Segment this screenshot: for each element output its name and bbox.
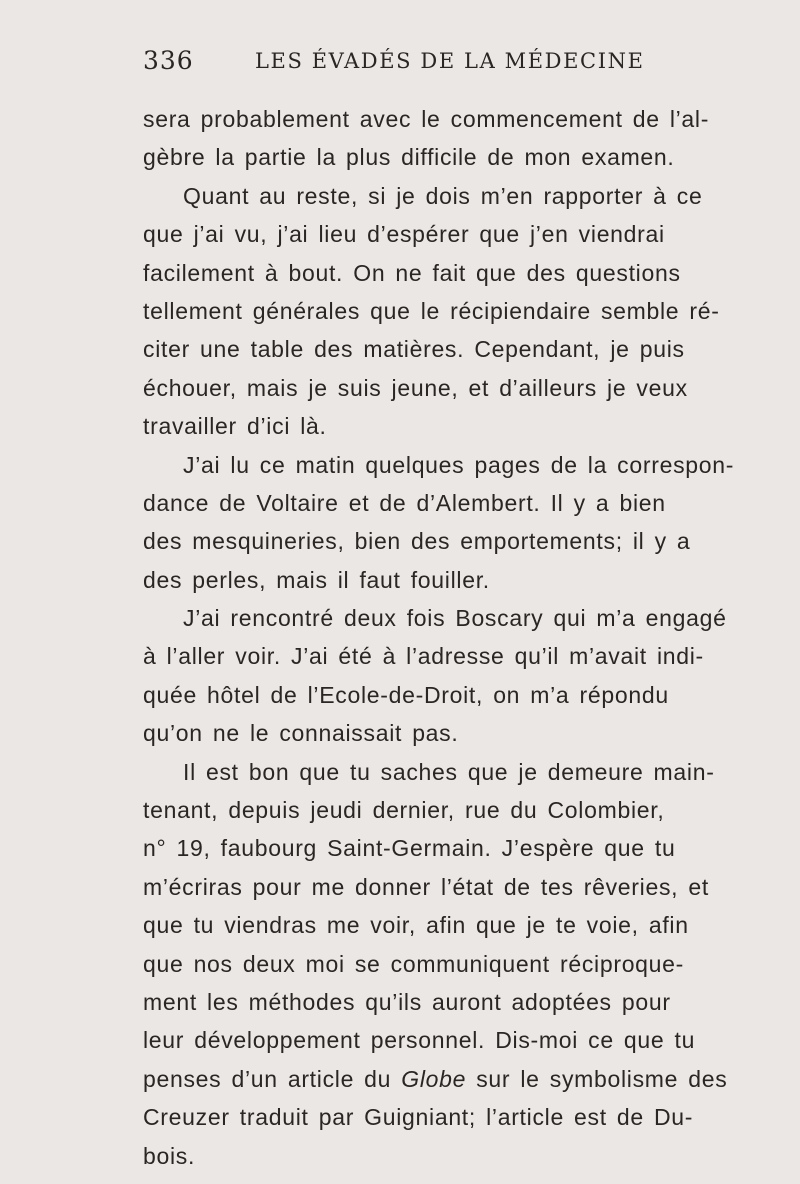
text-line: bois. bbox=[143, 1142, 196, 1169]
text-line: quée hôtel de l’Ecole-de-Droit, on m’a répondu bbox=[143, 681, 669, 708]
text-line: travailler d’ici là. bbox=[143, 413, 327, 440]
text-line: tenant, depuis jeudi dernier, rue du Colombier, bbox=[143, 797, 665, 824]
text-line: m’écriras pour me donner l’état de tes rêveries, et bbox=[143, 873, 709, 900]
page-number: 336 bbox=[143, 46, 194, 75]
page-header bbox=[143, 46, 645, 86]
text-line: dance de Voltaire et de d’Alembert. Il y a bien bbox=[143, 489, 666, 516]
text-line: échouer, mais je suis jeune, et d’ailleurs je veux bbox=[143, 374, 688, 401]
text-line: tellement générales que le récipiendaire semble ré- bbox=[143, 297, 720, 324]
text-line: citer une table des matières. Cependant, je puis bbox=[143, 336, 685, 363]
text-segment: sur le symbolisme des bbox=[466, 1065, 728, 1092]
body-text bbox=[143, 100, 735, 1175]
text-line: que nos deux moi se communiquent réciproque- bbox=[143, 950, 685, 977]
journal-title: Globe bbox=[401, 1065, 467, 1092]
text-line: Il est bon que tu saches que je demeure main- bbox=[183, 758, 715, 785]
text-line: gèbre la partie la plus difficile de mon examen. bbox=[143, 144, 675, 171]
text-line: n° 19, faubourg Saint-Germain. J’espère que tu bbox=[143, 835, 676, 862]
text-line: J’ai rencontré deux fois Boscary qui m’a engagé bbox=[183, 605, 727, 632]
text-line: que tu viendras me voir, afin que je te voie, afin bbox=[143, 912, 689, 939]
text-line-with-italic bbox=[143, 1060, 728, 1098]
running-title: LES ÉVADÉS DE LA MÉDECINE bbox=[255, 49, 645, 73]
text-line: que j’ai vu, j’ai lieu d’espérer que j’en viendrai bbox=[143, 221, 665, 248]
text-line: des mesquineries, bien des emportements; il y a bbox=[143, 528, 691, 555]
text-line: J’ai lu ce matin quelques pages de la correspon- bbox=[183, 451, 735, 478]
text-line: à l’aller voir. J’ai été à l’adresse qu’il m’avait indi- bbox=[143, 643, 704, 670]
text-line: qu’on ne le connaissait pas. bbox=[143, 720, 459, 747]
text-segment: penses d’un article du bbox=[143, 1065, 402, 1092]
text-line: facilement à bout. On ne fait que des questions bbox=[143, 259, 681, 286]
text-line: des perles, mais il faut fouiller. bbox=[143, 566, 490, 593]
text-line: Quant au reste, si je dois m’en rapporter à ce bbox=[183, 182, 703, 209]
text-line: sera probablement avec le commencement de l’al- bbox=[143, 106, 710, 132]
text-line: leur développement personnel. Dis-moi ce que tu bbox=[143, 1027, 696, 1054]
text-line: ment les méthodes qu’ils auront adoptées pour bbox=[143, 988, 671, 1015]
text-line: Creuzer traduit par Guigniant; l’article est de Du- bbox=[143, 1104, 694, 1131]
